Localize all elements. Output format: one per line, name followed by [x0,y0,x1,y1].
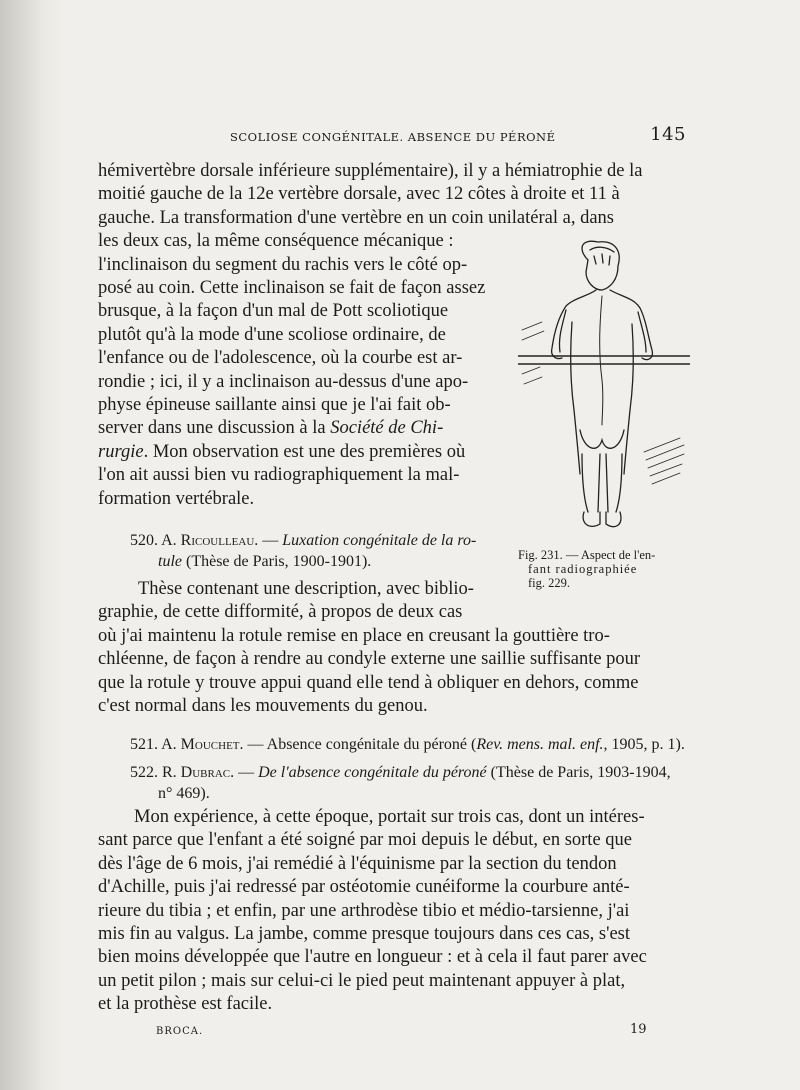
running-title: SCOLIOSE CONGÉNITALE. ABSENCE DU PÉRONÉ [230,130,556,144]
reference-522 [130,762,690,804]
text-line: dès l'âge de 6 mois, j'ai remédié à l'équinisme par la section du tendon [98,853,617,874]
text-span: server dans une discussion à la [98,418,331,439]
ref-number: 520. A. [130,532,181,549]
italic-text: rurgie [98,441,144,462]
caption-line: Fig. 231. — Aspect de l'en- [518,548,656,562]
ref-details: , 1905, p. 1). [603,736,685,753]
text-span: . Mon observation est une des premières où [143,441,466,462]
text-line: mis fin au valgus. La jambe, comme presque toujours dans ces cas, s'est [98,924,630,945]
head-outline [582,241,619,290]
ref-title: De l'absence congénitale du péroné [258,764,487,781]
text-line: et la prothèse est facile. [98,994,273,1015]
text-line: chléenne, de façon à rendre au condyle externe une saillie suffisante pour [98,649,641,670]
text-span: . — [254,532,283,549]
ref-number: 521. A. [130,736,181,753]
ref-journal: Rev. mens. mal. enf. [476,736,604,753]
feet [583,512,621,527]
rail [518,356,690,364]
ground-hatching [644,438,684,484]
reference-521 [130,734,690,755]
italic-text: Société de Chi- [330,418,444,439]
ref-title: tule [158,553,182,570]
hair-strokes [590,247,614,265]
ref-details: n° 469). [158,785,210,802]
caption-line: fig. 229. [528,576,571,590]
footer-signature: BROCA. [156,1026,204,1037]
ref-author: Ricoulleau [180,532,255,549]
ref-details: (Thèse de Paris, 1903-1904, [486,764,671,781]
footer-sheet-number: 19 [630,1022,647,1037]
text-line: rieure du tibia ; et enfin, par une arthrodèse tibio et médio-tarsienne, j'ai [98,900,630,921]
paragraph-2 [98,578,690,718]
text-line [98,417,498,440]
text-span: . — [230,764,259,781]
ref-title: . — Absence congénitale du péroné ( [239,736,477,753]
text-line: gauche. La transformation d'une vertèbre en un coin unilatéral a, dans [98,207,614,228]
ref-number: 522. R. [130,764,181,781]
page-number: 145 [650,124,686,145]
text-line: sant parce que l'enfant a été soigné par moi depuis le début, en sorte que [98,830,632,851]
text-line: c'est normal dans les mouvements du genou. [98,696,428,717]
ref-author: Dubrac [180,764,231,781]
text-line: un petit pilon ; mais sur celui-ci le pied peut maintenant appuyer à plat, [98,970,626,991]
text-line: rondie ; ici, il y a inclinaison au-dessus d'une apo- [98,371,469,392]
text-line: les deux cas, la même conséquence mécanique : [98,231,454,252]
ref-author: Mouchet [180,736,240,753]
text-line: l'inclinaison du segment du rachis vers le côté op- [98,254,468,275]
text-line: plutôt qu'à la mode d'une scoliose ordinaire, de [98,324,446,345]
text-line: Thèse contenant une description, avec biblio- [138,579,474,599]
text-line: moitié gauche de la 12e vertèbre dorsale, avec 12 côtes à droite et 11 à [98,184,620,205]
buttocks [580,430,624,448]
paragraph-3 [98,806,690,1017]
text-line: Mon expérience, à cette époque, portait sur trois cas, dont un intéres- [134,807,645,827]
ref-title: Luxation congénitale de la ro- [282,532,477,549]
text-line: graphie, de cette difformité, à propos de deux cas [98,602,463,623]
text-line: physe épineuse saillante ainsi que je l'ai fait ob- [98,395,451,416]
text-line: bien moins développée que l'autre en longueur : et à cela il faut parer avec [98,947,647,968]
text-line: brusque, à la façon d'un mal de Pott scoliotique [98,301,449,322]
body-outline-left [552,290,596,359]
spine-line [600,296,603,425]
figure-child-illustration [518,240,690,540]
text-line: formation vertébrale. [98,488,255,509]
text-line [98,441,498,464]
text-line: d'Achille, puis j'ai redressé par ostéotomie cunéiforme la courbure anté- [98,877,630,898]
text-line: l'on ait aussi bien vu radiographiquement la mal- [98,465,460,486]
page-gutter-shadow [0,0,60,1090]
text-line: où j'ai maintenu la rotule remise en place en creusant la gouttière tro- [98,625,610,646]
torso-right [624,324,633,474]
ref-details: (Thèse de Paris, 1900-1901). [182,553,372,570]
text-line: hémivertèbre dorsale inférieure supplémentaire), il y a hémiatrophie de la [98,161,643,181]
legs [582,454,622,512]
left-hatching [522,322,544,384]
text-line: posé au coin. Cette inclinaison se fait de façon assez [98,278,486,299]
caption-line: fant radiographiée [528,562,638,576]
text-line: que la rotule y trouve appui quand elle tend à obliquer en dehors, comme [98,672,639,693]
right-arm [638,312,646,352]
text-line: l'enfance ou de l'adolescence, où la courbe est ar- [98,348,463,369]
torso-left [571,322,580,474]
reference-520 [130,530,510,572]
